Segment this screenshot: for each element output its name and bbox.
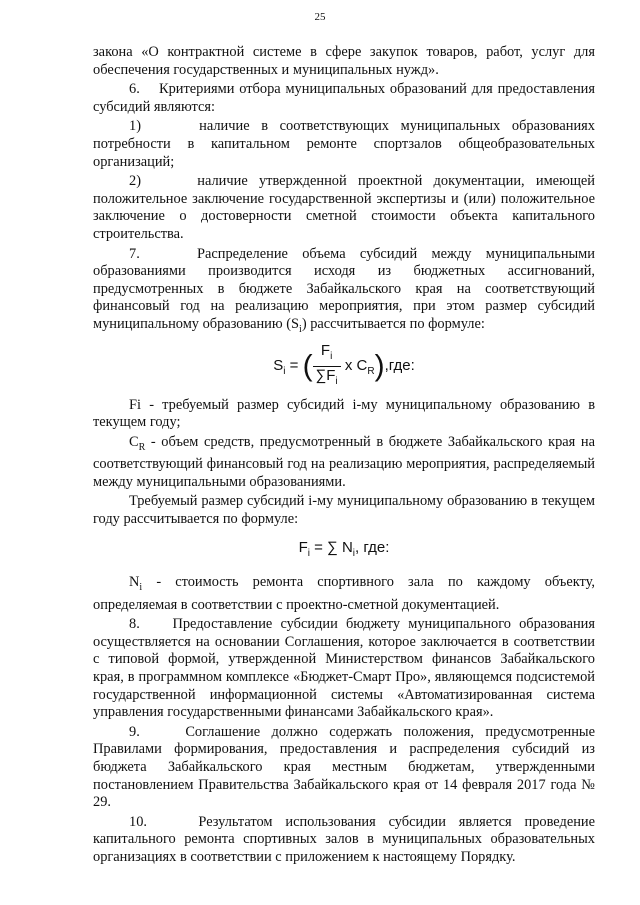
cr-definition-text: - объем средств, предусмотренный в бюджете Забайкальского края на соответствующий финансовый год на реализацию мероприятия, распределяемый между муниципальными образованиями. xyxy=(93,433,595,490)
formula-fi-rhs-sub: i xyxy=(352,547,356,559)
cr-definition xyxy=(93,434,595,492)
paragraph-10: 10. Результатом использования субсидии является проведение капитального ремонта спортивных залов в муниципальных образовательных организациях в соответствии с приложением к настоящему Порядку. xyxy=(93,813,595,865)
formula-fi-tail: , где: xyxy=(355,538,390,556)
paragraph-7-tail: ) рассчитывается по формуле: xyxy=(301,315,485,332)
cr-subscript: R xyxy=(138,441,146,453)
ni-symbol: N xyxy=(129,574,140,591)
required-size-paragraph: Требуемый размер субсидий i-му муниципальному образованию в текущем году рассчитывается по формуле: xyxy=(93,493,595,527)
ni-subscript: i xyxy=(139,582,143,594)
formula-left-paren: ( xyxy=(302,349,313,383)
fi-definition: Fi - требуемый размер субсидий i-му муниципальному образованию в текущем году; xyxy=(93,396,595,431)
formula-si-tail: ,где: xyxy=(384,357,415,375)
page-number: 25 xyxy=(314,11,326,23)
formula-times-cr: x C xyxy=(340,357,368,375)
formula-denominator: $\sum F_i$ xyxy=(315,366,338,387)
formula-si-lhs-sub: i xyxy=(283,366,286,378)
formula-fraction xyxy=(313,342,341,390)
ni-definition xyxy=(93,574,595,614)
formula-fi-lhs-sub: i xyxy=(307,547,310,559)
formula-fi-lhs: F xyxy=(298,538,308,556)
si-subscript: i xyxy=(299,323,302,335)
formula-si xyxy=(93,342,595,390)
paragraph-6-1: 1) наличие в соответствующих муниципальных образованиях потребности в капитальном ремонте спортзалов общеобразовательных организаций; xyxy=(93,118,595,170)
ni-definition-text: - стоимость ремонта спортивного зала по каждому объекту, определяемая в соответствии с проектно-сметной документацией. xyxy=(93,574,595,613)
paragraph-6-2: 2) наличие утвержденной проектной документации, имеющей положительное заключение государственной экспертизы и (или) положительное заключение о достоверности сметной стоимости объекта капитального строительства. xyxy=(93,173,595,242)
paragraph-7-text: 7. Распределение объема субсидий между муниципальными образованиями производится исходя из бюджетных ассигнований, предусмотренных в бюджете Забайкальского края на соответствующий финансовый год на реализацию мероприятия, при этом размер субсидий муниципальному образованию (S xyxy=(93,245,595,332)
cr-symbol: C xyxy=(129,433,139,450)
paragraph-6: 6. Критериями отбора муниципальных образований для предоставления субсидий являются: xyxy=(93,81,595,115)
formula-numerator: $F_i$ xyxy=(313,342,341,367)
formula-fi xyxy=(93,539,595,563)
paragraph-7 xyxy=(93,246,595,339)
paragraph-8: 8. Предоставление субсидии бюджету муниципального образования осуществляется на основании Соглашения, которое заключается в соответствии с типовой формой, утвержденной Министерством финансов Забайкальского края, в программном комплексе «Бюджет-Смарт Про», являющемся подсистемой государственной информационной системы «Автоматизированная система управления государственными финансами Забайкальского края». xyxy=(93,616,595,721)
paragraph-contract-law: закона «О контрактной системе в сфере закупок товаров, работ, услуг для обеспечения государственных и муниципальных нужд». xyxy=(93,44,595,78)
formula-si-eq: = xyxy=(285,357,303,375)
formula-si-lhs: S xyxy=(273,357,284,375)
paragraph-9: 9. Соглашение должно содержать положения, предусмотренные Правилами формирования, предоставления и распределения субсидий из бюджета Забайкальского края местным бюджетам, утвержденными постановлением Правительства Забайкальского края от 14 февраля 2017 года № 29. xyxy=(93,723,595,811)
document-body xyxy=(93,44,595,867)
formula-right-paren: ) xyxy=(374,349,385,383)
formula-fi-rhs: = ∑ N xyxy=(309,538,353,556)
formula-cr-sub: R xyxy=(367,366,375,378)
